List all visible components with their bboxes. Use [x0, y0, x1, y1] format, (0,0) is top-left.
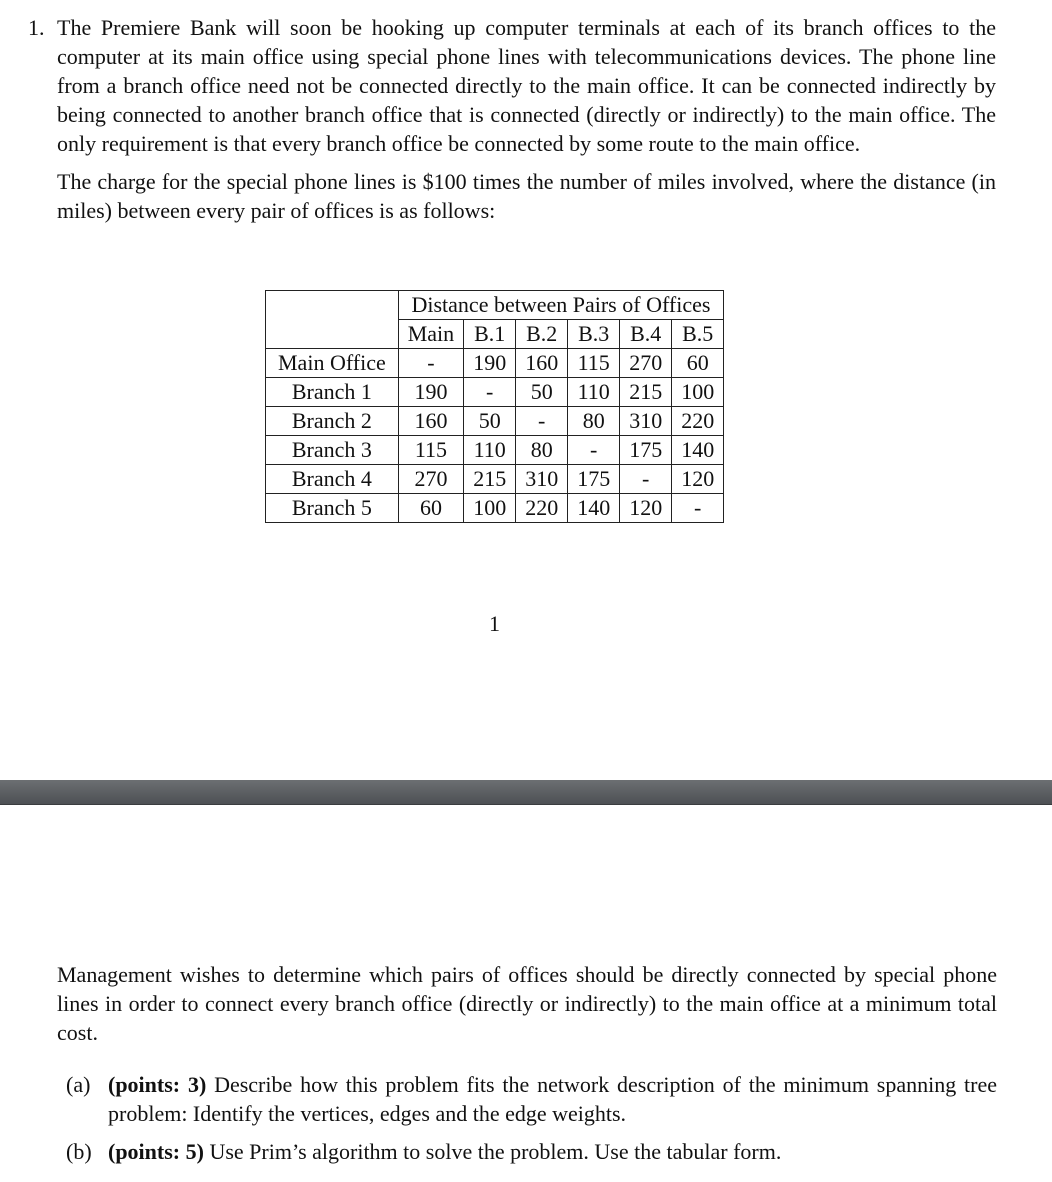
points-value: 3): [187, 1072, 207, 1097]
points-label: (points:: [108, 1072, 181, 1097]
part-label: (a): [66, 1072, 91, 1097]
table-cell: 190: [398, 378, 463, 407]
table-cell: 60: [398, 494, 463, 523]
problem-number: 1.: [28, 15, 45, 40]
table-cell: 80: [568, 407, 620, 436]
points-value: 5): [185, 1139, 204, 1164]
table-cell: 310: [516, 465, 568, 494]
problem-paragraph-1: The Premiere Bank will soon be hooking up computer terminals at each of its branch offices to the computer at its main office using special phone lines with telecommunications devices. The phone line from a branch office need not be connected directly to the main office. It can be connected indirectly by being connected to another branch office that is connected (directly or indirectly) to the main office. The only requirement is that every branch office be connected by some route to the main office.: [57, 15, 996, 156]
table-row: [266, 494, 724, 523]
distance-table: [265, 290, 724, 523]
column-header: B.3: [568, 320, 620, 349]
table-cell: 270: [620, 349, 672, 378]
table-row: [266, 407, 724, 436]
table-cell: 310: [620, 407, 672, 436]
table-cell: 120: [672, 465, 724, 494]
table-row: [266, 378, 724, 407]
table-cell: 120: [620, 494, 672, 523]
management-paragraph: Management wishes to determine which pairs of offices should be directly connected by special phone lines in order to connect every branch office (directly or indirectly) to the main office at a minimum total cost.: [57, 962, 997, 1045]
table-cell: 175: [568, 465, 620, 494]
points-label: (points:: [108, 1139, 181, 1164]
column-header: B.1: [464, 320, 516, 349]
row-label: Branch 4: [266, 465, 399, 494]
table-corner-cell: [266, 291, 399, 349]
part-label: (b): [66, 1139, 92, 1164]
part-text: Describe how this problem fits the network description of the minimum spanning tree problem: Identify the vertices, edges and the edge weights.: [108, 1072, 997, 1126]
page-number: 1: [489, 611, 500, 636]
table-cell: 50: [464, 407, 516, 436]
table-cell: 215: [620, 378, 672, 407]
table-cell: 115: [568, 349, 620, 378]
table-title: Distance between Pairs of Offices: [398, 291, 723, 320]
table-cell: 160: [398, 407, 463, 436]
table-cell: -: [398, 349, 463, 378]
table-cell: 140: [568, 494, 620, 523]
problem-paragraph-2: The charge for the special phone lines is $100 times the number of miles involved, where the distance (in miles) between every pair of offices is as follows:: [57, 169, 996, 223]
table-cell: 140: [672, 436, 724, 465]
row-label: Branch 3: [266, 436, 399, 465]
table-cell: -: [516, 407, 568, 436]
part-text: Use Prim’s algorithm to solve the problem. Use the tabular form.: [209, 1139, 782, 1164]
table-cell: 270: [398, 465, 463, 494]
problem-1: [28, 13, 996, 225]
table-cell: 100: [464, 494, 516, 523]
table-row: [266, 465, 724, 494]
table-cell: 110: [568, 378, 620, 407]
table-cell: -: [568, 436, 620, 465]
table-cell: 190: [464, 349, 516, 378]
table-cell: 100: [672, 378, 724, 407]
table-cell: -: [620, 465, 672, 494]
question-parts: [66, 1070, 997, 1175]
table-cell: 60: [672, 349, 724, 378]
question-part-b: [66, 1137, 997, 1166]
question-part-a: [66, 1070, 997, 1128]
table-cell: 160: [516, 349, 568, 378]
page-divider: [0, 780, 1052, 805]
column-header: B.2: [516, 320, 568, 349]
row-label: Branch 2: [266, 407, 399, 436]
table-cell: 215: [464, 465, 516, 494]
table-cell: 220: [672, 407, 724, 436]
table-cell: 115: [398, 436, 463, 465]
table-row: [266, 349, 724, 378]
table-cell: 80: [516, 436, 568, 465]
table-cell: 220: [516, 494, 568, 523]
column-header: Main: [398, 320, 463, 349]
row-label: Main Office: [266, 349, 399, 378]
table-cell: -: [672, 494, 724, 523]
row-label: Branch 5: [266, 494, 399, 523]
table-row: [266, 436, 724, 465]
table-cell: 110: [464, 436, 516, 465]
table-cell: -: [464, 378, 516, 407]
table-title-row: [266, 291, 724, 320]
column-header: B.5: [672, 320, 724, 349]
row-label: Branch 1: [266, 378, 399, 407]
table-cell: 175: [620, 436, 672, 465]
column-header: B.4: [620, 320, 672, 349]
table-cell: 50: [516, 378, 568, 407]
page-two: [0, 805, 1052, 1182]
